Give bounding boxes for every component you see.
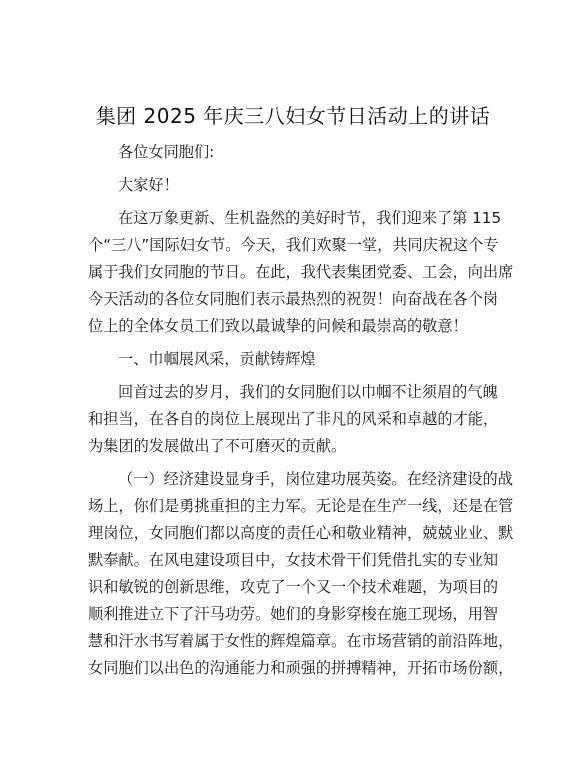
paragraph-line: 个“三八”国际妇女节。今天，我们欢聚一堂，共同庆祝这个专	[88, 236, 499, 254]
paragraph-line: 女同胞们以出色的沟通能力和顽强的拼搏精神，开拓市场份额，	[88, 659, 514, 677]
paragraph-line: 属于我们女同胞的节日。在此，我代表集团党委、工会，向出席	[88, 263, 514, 281]
paragraph-line: 顺利推进立下了汗马功劳。她们的身影穿梭在施工现场，用智	[88, 605, 499, 623]
paragraph-line: （一）经济建设显身手，岗位建功展英姿。在经济建设的战	[118, 470, 513, 488]
paragraph-line: 慧和汗水书写着属于女性的辉煌篇章。在市场营销的前沿阵地，	[88, 632, 514, 650]
paragraph-line: 在这万象更新、生机盎然的美好时节，我们迎来了第 115	[118, 209, 502, 227]
paragraph-line: 位上的全体女员工们致以最诚挚的问候和最崇高的敬意！	[88, 317, 468, 335]
paragraph-line: 默奉献。在风电建设项目中，女技术骨干们凭借扎实的专业知	[88, 551, 499, 569]
greeting: 大家好！	[118, 176, 179, 194]
paragraph-line: 和担当，在各自的岗位上展现出了非凡的风采和卓越的才能，	[88, 410, 499, 428]
section-heading: 一、巾帼展风采，贡献铸辉煌	[118, 350, 316, 368]
paragraph-line: 为集团的发展做出了不可磨灭的贡献。	[88, 437, 347, 455]
paragraph-line: 今天活动的各位女同胞们表示最热烈的祝贺！向奋战在各个岗	[88, 290, 499, 308]
paragraph-line: 场上，你们是勇挑重担的主力军。无论是在生产一线，还是在管	[88, 497, 514, 515]
paragraph-line: 识和敏锐的创新思维，攻克了一个又一个技术难题，为项目的	[88, 578, 499, 596]
paragraph-line: 理岗位，女同胞们都以高度的责任心和敬业精神，兢兢业业、默	[88, 524, 514, 542]
document-title: 集团 2025 年庆三八妇女节日活动上的讲话	[95, 104, 491, 128]
salutation: 各位女同胞们:	[118, 143, 215, 161]
paragraph-line: 回首过去的岁月，我们的女同胞们以巾帼不让须眉的气魄	[118, 383, 498, 401]
